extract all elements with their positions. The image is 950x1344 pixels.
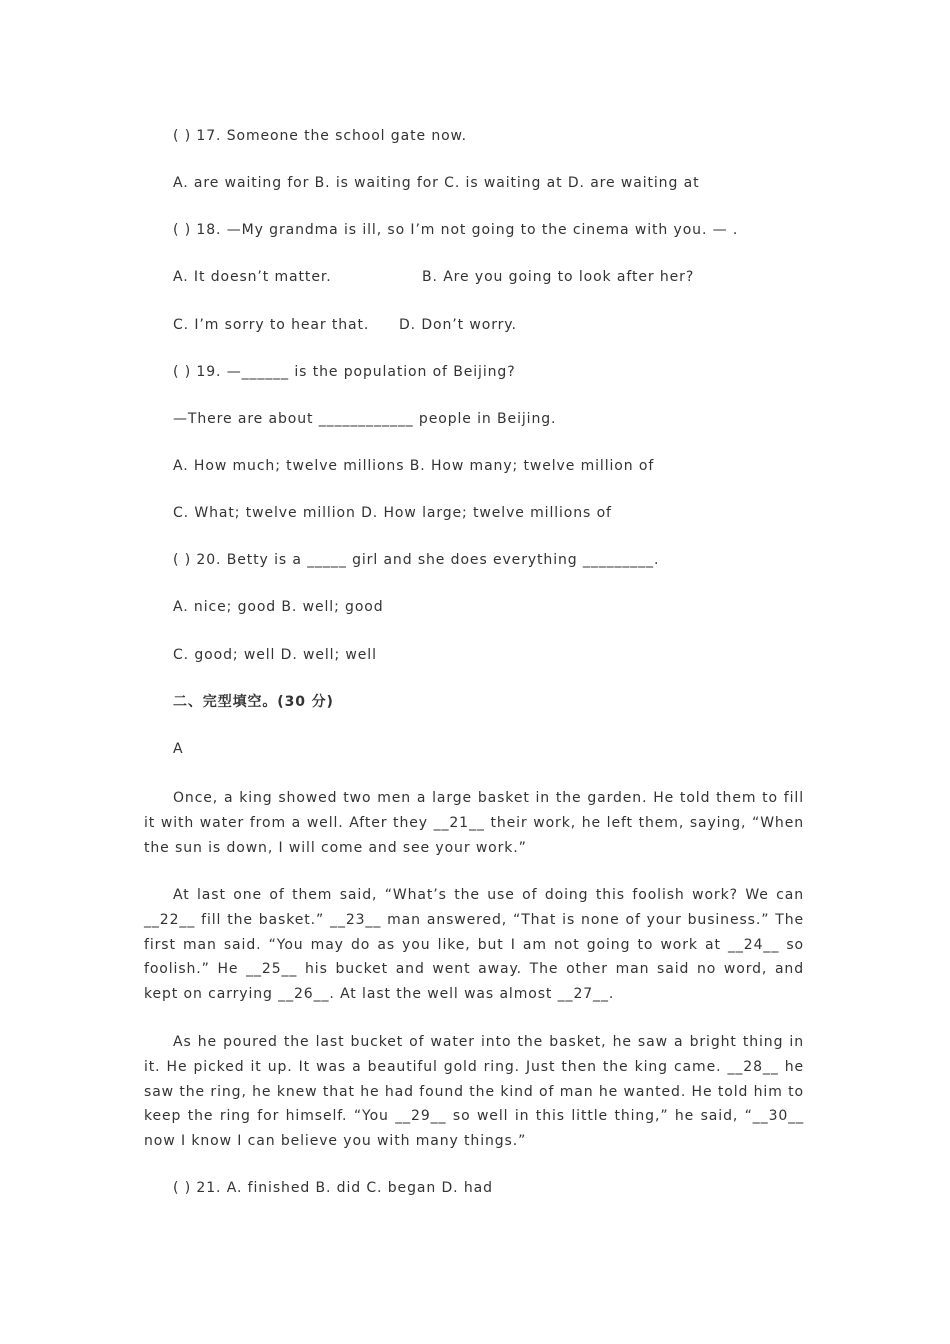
passage-paragraph-1: Once, a king showed two men a large basket in the garden. He told them to fill it with water from a well. After they __21__ their work, he left them, saying, “When the sun is down, I will come and see your work.” — [144, 790, 804, 856]
section-heading: 二、完型填空。(30 分) — [173, 694, 334, 710]
question-17-options: A. are waiting for B. is waiting for C. is waiting at D. are waiting at — [173, 175, 700, 191]
question-20-stem: ( ) 20. Betty is a _____ girl and she does everything _________. — [173, 552, 660, 568]
passage-paragraph-3: As he poured the last bucket of water into the basket, he saw a bright thing in it. He picked it up. It was a beautiful gold ring. Just then the king came. __28__ he saw the ring, he knew that he had found the kind of man he wanted. He told him to keep the ring for himself. “You __29__ so well in this little thing,” he said, “__30__ now I know I can believe you with many things.” — [144, 1034, 804, 1150]
question-17-stem: ( ) 17. Someone the school gate now. — [173, 128, 467, 144]
question-18-option-c: C. I’m sorry to hear that. — [173, 317, 370, 333]
question-21: ( ) 21. A. finished B. did C. began D. had — [173, 1180, 493, 1196]
question-19-options-cd: C. What; twelve million D. How large; twelve millions of — [173, 505, 612, 521]
question-20-options-cd: C. good; well D. well; well — [173, 647, 377, 663]
passage-label: A — [173, 741, 184, 757]
question-19-options-ab: A. How much; twelve millions B. How many; twelve million of — [173, 458, 655, 474]
question-18-option-b: B. Are you going to look after her? — [422, 269, 695, 285]
question-18-option-a: A. It doesn’t matter. — [173, 269, 332, 285]
question-20-options-ab: A. nice; good B. well; good — [173, 599, 384, 615]
question-19-stem: ( ) 19. —______ is the population of Beijing? — [173, 364, 516, 380]
passage-paragraph-2: At last one of them said, “What’s the use of doing this foolish work? We can __22__ fill the basket.” __23__ man answered, “That is none of your business.” The first man said. “You may do as you like, but I am not going to work at __24__ so foolish.” He __25__ his bucket and went away. The other man said no word, and kept on carrying __26__. At last the well was almost __27__. — [144, 887, 804, 1003]
question-18-option-d: D. Don’t worry. — [399, 317, 517, 333]
question-19-reply: —There are about ____________ people in Beijing. — [173, 411, 557, 427]
question-18-stem: ( ) 18. —My grandma is ill, so I’m not going to the cinema with you. — . — [173, 222, 739, 238]
